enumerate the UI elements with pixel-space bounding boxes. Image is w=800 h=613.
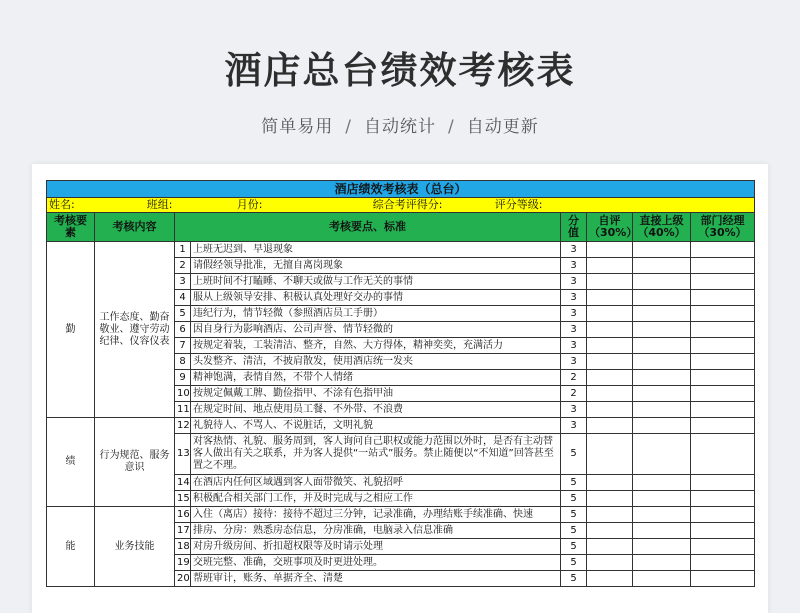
self-score-cell[interactable] [587,354,633,370]
header-factor: 考核要素 [47,213,95,242]
item-text: 交班完整、准确，交班事项及时更进处理。 [191,555,561,571]
manager-score-cell[interactable] [691,242,755,258]
factor-cell: 绩 [47,418,95,507]
info-row [47,198,755,213]
subtitle-item: 简单易用 [261,117,334,137]
item-score: 2 [561,370,587,386]
item-score: 5 [561,475,587,491]
item-number: 6 [175,322,191,338]
self-score-cell[interactable] [587,242,633,258]
item-text: 入住（离店）接待：接待不超过三分钟，记录准确，办理结账手续准确、快速 [191,507,561,523]
item-score: 3 [561,306,587,322]
superior-score-cell[interactable] [633,370,691,386]
superior-score-cell[interactable] [633,491,691,507]
manager-score-cell[interactable] [691,274,755,290]
item-score: 3 [561,242,587,258]
separator: / [448,117,455,137]
item-text: 上班时间不打瞌睡、不聊天或做与工作无关的事情 [191,274,561,290]
item-number: 5 [175,306,191,322]
superior-score-cell[interactable] [633,434,691,475]
item-number: 19 [175,555,191,571]
manager-score-cell[interactable] [691,322,755,338]
self-score-cell[interactable] [587,434,633,475]
manager-score-cell[interactable] [691,507,755,523]
item-number: 13 [175,434,191,475]
item-text: 礼貌待人、不骂人、不说脏话，文明礼貌 [191,418,561,434]
subtitle [0,112,800,137]
manager-score-cell[interactable] [691,555,755,571]
item-text: 对房升级房间、折扣超权限等及时请示处理 [191,539,561,555]
item-score: 3 [561,338,587,354]
name-label[interactable]: 姓名: [47,198,95,213]
item-score: 5 [561,491,587,507]
item-number: 10 [175,386,191,402]
item-text: 精神饱满，表情自然，不带个人情绪 [191,370,561,386]
item-text: 因自身行为影响酒店、公司声誉、情节轻微的 [191,322,561,338]
item-score: 5 [561,434,587,475]
self-score-cell[interactable] [587,491,633,507]
self-score-cell[interactable] [587,322,633,338]
item-score: 5 [561,523,587,539]
table-row [47,507,755,523]
superior-score-cell[interactable] [633,523,691,539]
item-number: 9 [175,370,191,386]
table-row [47,242,755,258]
manager-score-cell[interactable] [691,258,755,274]
superior-score-cell[interactable] [633,290,691,306]
item-number: 16 [175,507,191,523]
header-manager: 部门经理（30%） [691,213,755,242]
superior-score-cell[interactable] [633,322,691,338]
item-number: 2 [175,258,191,274]
manager-score-cell[interactable] [691,418,755,434]
self-score-cell[interactable] [587,418,633,434]
self-score-cell[interactable] [587,571,633,587]
superior-score-cell[interactable] [633,555,691,571]
self-score-cell[interactable] [587,274,633,290]
superior-score-cell[interactable] [633,354,691,370]
spreadsheet [46,180,754,587]
item-number: 17 [175,523,191,539]
item-score: 5 [561,507,587,523]
item-score: 3 [561,402,587,418]
self-score-cell[interactable] [587,507,633,523]
superior-score-cell[interactable] [633,571,691,587]
manager-score-cell[interactable] [691,491,755,507]
item-text: 上班无迟到、早退现象 [191,242,561,258]
self-score-cell[interactable] [587,306,633,322]
item-number: 18 [175,539,191,555]
item-text: 对客热情、礼貌、服务周到，客人询问自己职权或能力范围以外时，是否有主动替客人做出有关之联系，并为客人提供“一站式”服务。禁止随便以“不知道”回答甚至置之不理。 [191,434,561,475]
spreadsheet-card [32,164,768,613]
superior-score-cell[interactable] [633,386,691,402]
manager-score-cell[interactable] [691,539,755,555]
month-label: 月份: [236,198,263,211]
header-self: 自评（30%） [587,213,633,242]
item-text: 按规定佩戴工牌、勤俭指甲、不涂有色指甲油 [191,386,561,402]
item-score: 2 [561,386,587,402]
grade-label: 评分等级: [494,198,543,211]
header-row [47,213,755,242]
evaluation-table [46,180,755,587]
item-text: 服从上级领导安排、积极认真处理好交办的事情 [191,290,561,306]
content-cell: 行为规范、服务意识 [95,418,175,507]
item-number: 20 [175,571,191,587]
team-label[interactable]: 班组: [95,198,175,213]
item-number: 15 [175,491,191,507]
manager-score-cell[interactable] [691,290,755,306]
item-number: 4 [175,290,191,306]
superior-score-cell[interactable] [633,242,691,258]
item-text: 按规定着装，工装清洁、整齐，自然、大方得体，精神奕奕，充满活力 [191,338,561,354]
self-score-cell[interactable] [587,258,633,274]
item-score: 3 [561,322,587,338]
item-score: 3 [561,274,587,290]
item-score: 5 [561,571,587,587]
manager-score-cell[interactable] [691,402,755,418]
superior-score-cell[interactable] [633,475,691,491]
self-score-cell[interactable] [587,555,633,571]
manager-score-cell[interactable] [691,475,755,491]
month-score-cell[interactable] [191,198,561,213]
superior-score-cell[interactable] [633,507,691,523]
factor-cell: 能 [47,507,95,587]
header-points: 考核要点、标准 [175,213,561,242]
factor-cell: 勤 [47,242,95,418]
superior-score-cell[interactable] [633,338,691,354]
manager-score-cell[interactable] [691,370,755,386]
manager-score-cell[interactable] [691,386,755,402]
superior-score-cell[interactable] [633,258,691,274]
item-number: 12 [175,418,191,434]
item-score: 5 [561,539,587,555]
manager-score-cell[interactable] [691,523,755,539]
header-superior: 直接上级（40%） [633,213,691,242]
self-score-cell[interactable] [587,539,633,555]
subtitle-item: 自动统计 [364,117,436,137]
item-number: 14 [175,475,191,491]
superior-score-cell[interactable] [633,306,691,322]
subtitle-item: 自动更新 [466,117,539,137]
self-score-cell[interactable] [587,386,633,402]
superior-score-cell[interactable] [633,274,691,290]
item-score: 5 [561,555,587,571]
self-score-cell[interactable] [587,402,633,418]
item-score: 3 [561,258,587,274]
item-number: 8 [175,354,191,370]
item-number: 1 [175,242,191,258]
item-text: 帮班审计，账务、单据齐全、清楚 [191,571,561,587]
item-number: 3 [175,274,191,290]
item-number: 11 [175,402,191,418]
content-cell: 业务技能 [95,507,175,587]
manager-score-cell[interactable] [691,434,755,475]
item-text: 在规定时间、地点使用员工餐、不外带、不浪费 [191,402,561,418]
item-score: 3 [561,418,587,434]
separator: / [345,117,352,137]
manager-score-cell[interactable] [691,571,755,587]
manager-score-cell[interactable] [691,306,755,322]
header-content: 考核内容 [95,213,175,242]
page-title: 酒店总台绩效考核表 [224,49,576,92]
score-label: 综合考评得分: [372,198,443,211]
manager-score-cell[interactable] [691,354,755,370]
item-text: 请假经领导批准，无擅自离岗现象 [191,258,561,274]
superior-score-cell[interactable] [633,418,691,434]
self-score-cell[interactable] [587,290,633,306]
item-text: 排房、分房：熟悉房态信息，分房准确，电脑录入信息准确 [191,523,561,539]
table-title: 酒店绩效考核表（总台） [47,181,755,198]
table-row [47,418,755,434]
self-score-cell[interactable] [587,475,633,491]
self-score-cell[interactable] [587,370,633,386]
superior-score-cell[interactable] [633,539,691,555]
superior-score-cell[interactable] [633,402,691,418]
self-score-cell[interactable] [587,523,633,539]
item-number: 7 [175,338,191,354]
item-text: 在酒店内任何区域遇到客人面带微笑、礼貌招呼 [191,475,561,491]
self-score-cell[interactable] [587,338,633,354]
item-score: 3 [561,290,587,306]
content-cell: 工作态度、勤奋敬业、遵守劳动纪律、仪容仪表 [95,242,175,418]
manager-score-cell[interactable] [691,338,755,354]
item-text: 违纪行为，情节轻微（参照酒店员工手册） [191,306,561,322]
item-text: 积极配合相关部门工作，并及时完成与之相应工作 [191,491,561,507]
item-text: 头发整齐、清洁，不披肩散发，使用酒店统一发夹 [191,354,561,370]
header-weight: 分值 [561,213,587,242]
item-score: 3 [561,354,587,370]
